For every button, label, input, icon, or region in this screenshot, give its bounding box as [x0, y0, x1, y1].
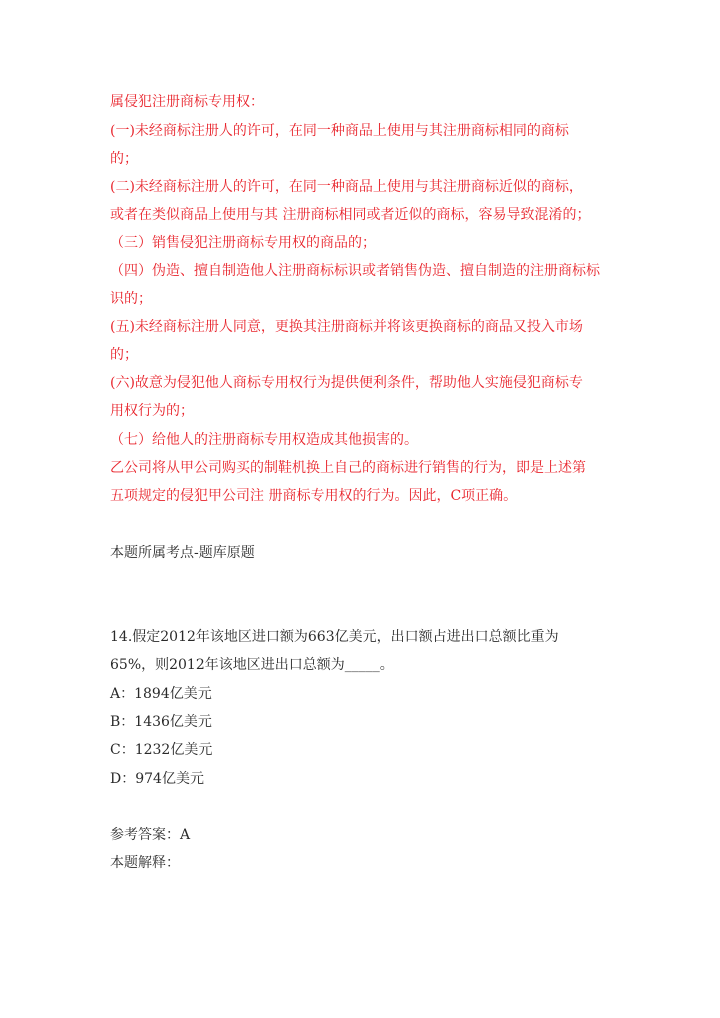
explanation-line: （七）给他人的注册商标专用权造成其他损害的。 — [110, 432, 418, 448]
option-c: C：1232亿美元 — [110, 742, 213, 758]
explanation-line: 识的； — [110, 291, 152, 307]
source-note: 本题所属考点-题库原题 — [110, 545, 255, 561]
explanation-line: (一)未经商标注册人的许可，在同一种商品上使用与其注册商标相同的商标 — [110, 123, 569, 139]
explanation-line: 的； — [110, 347, 138, 363]
option-d: D：974亿美元 — [110, 771, 204, 787]
question-text: 14.假定2012年该地区进口额为663亿美元，出口额占进出口总额比重为 — [110, 629, 559, 645]
question-text: 65%，则2012年该地区进出口总额为_____。 — [110, 657, 394, 673]
explanation-line: (六)故意为侵犯他人商标专用权行为提供便利条件，帮助他人实施侵犯商标专 — [110, 375, 583, 391]
option-a: A：1894亿美元 — [110, 686, 212, 702]
explanation-line: 五项规定的侵犯甲公司注 册商标专用权的行为。因此，C项正确。 — [110, 488, 518, 504]
analysis-label: 本题解释： — [110, 855, 180, 871]
option-b: B：1436亿美元 — [110, 714, 212, 730]
explanation-line: （四）伪造、擅自制造他人注册商标标识或者销售伪造、擅自制造的注册商标标 — [110, 263, 600, 279]
explanation-line: (二)未经商标注册人的许可，在同一种商品上使用与其注册商标近似的商标， — [110, 179, 583, 195]
explanation-line: 的； — [110, 151, 138, 167]
explanation-line: （三）销售侵犯注册商标专用权的商品的； — [110, 235, 376, 251]
explanation-line: 或者在类似商品上使用与其 注册商标相同或者近似的商标，容易导致混淆的； — [110, 207, 591, 223]
explanation-line: (五)未经商标注册人同意，更换其注册商标并将该更换商标的商品又投入市场 — [110, 319, 583, 335]
explanation-line: 属侵犯注册商标专用权： — [110, 94, 264, 110]
answer-label: 参考答案：A — [110, 827, 191, 843]
explanation-line: 乙公司将从甲公司购买的制鞋机换上自己的商标进行销售的行为，即是上述第 — [110, 460, 586, 476]
explanation-line: 用权行为的； — [110, 403, 194, 419]
